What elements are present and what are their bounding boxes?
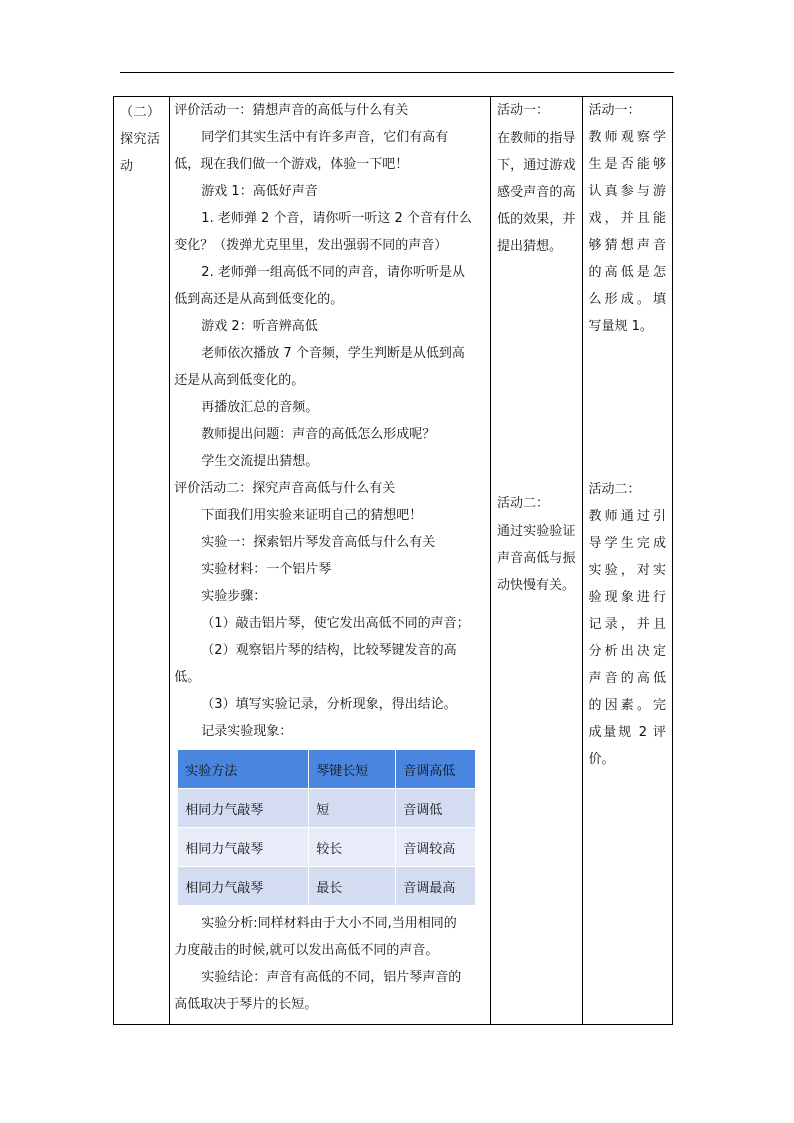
content-line: （3）填写实验记录，分析现象，得出结论。 xyxy=(201,697,457,712)
content-line: 低。 xyxy=(174,670,201,685)
content-line: 下面我们用实验来证明自己的猜想吧！ xyxy=(201,508,423,523)
content-line: 实验分析:同样材料由于大小不同,当用相同的 xyxy=(201,916,457,931)
record-cell: 相同力气敲琴 xyxy=(178,789,309,828)
teacher-activity-1-title: 活动一： xyxy=(588,103,641,118)
content-line: 评价活动一：猜想声音的高低与什么有关 xyxy=(174,103,409,118)
teacher-evaluation-cell xyxy=(582,97,673,1025)
record-cell: 相同力气敲琴 xyxy=(178,867,309,906)
content-line: （1）敲击铝片琴，使它发出高低不同的声音； xyxy=(201,616,470,631)
student-activity-1-title: 活动一： xyxy=(497,103,550,118)
record-cell: 音调最高 xyxy=(396,867,476,906)
record-header-cell: 实验方法 xyxy=(178,750,309,789)
record-row xyxy=(178,867,476,906)
record-header-cell: 琴键长短 xyxy=(309,750,396,789)
student-activity-cell xyxy=(491,97,582,1025)
record-cell: 较长 xyxy=(309,828,396,867)
student-activity-2-text: 通过实验验证声音高低与振动快慢有关。 xyxy=(497,524,576,593)
stage-label: （二）探究活动 xyxy=(120,105,161,174)
stage-cell xyxy=(114,97,170,1025)
content-line: 还是从高到低变化的。 xyxy=(174,373,305,388)
lesson-table xyxy=(113,96,673,1025)
content-line: 再播放汇总的音频。 xyxy=(201,400,319,415)
content-line: 学生交流提出猜想。 xyxy=(201,454,319,469)
record-header-row xyxy=(178,750,476,789)
teacher-activity-1-text: 教师观察学生是否能够认真参与游戏，并且能够猜想声音的高低是怎么形成。填写量规 1。 xyxy=(588,130,666,334)
content-line: 实验一：探索铝片琴发音高低与什么有关 xyxy=(201,535,436,550)
content-line: 2. 老师弹一组高低不同的声音，请你听听是从 xyxy=(201,265,465,280)
content-line: 实验材料：一个铝片琴 xyxy=(201,562,332,577)
content-line: 老师依次播放 7 个音频，学生判断是从低到高 xyxy=(201,346,465,361)
record-cell: 短 xyxy=(309,789,396,828)
record-row xyxy=(178,828,476,867)
content-line: 实验步骤： xyxy=(201,589,267,604)
teacher-activity-2-text: 教师通过引导学生完成实验，对实验现象进行记录，并且分析出决定声音的高低的因素。完成量规 2 评价。 xyxy=(588,509,666,767)
content-line: 评价活动二：探究声音高低与什么有关 xyxy=(174,481,396,496)
record-cell: 音调低 xyxy=(396,789,476,828)
record-cell: 音调较高 xyxy=(396,828,476,867)
content-line: 力度敲击的时候,就可以发出高低不同的声音。 xyxy=(174,943,439,958)
content-line: 游戏 1：高低好声音 xyxy=(201,184,318,199)
content-line: 变化？（拨弹尤克里里，发出强弱不同的声音） xyxy=(174,238,448,253)
content-line: 教师提出问题：声音的高低怎么形成呢？ xyxy=(201,427,436,442)
content-line: 游戏 2：听音辨高低 xyxy=(201,319,318,334)
student-activity-1-text: 在教师的指导下，通过游戏感受声音的高低的效果，并提出猜想。 xyxy=(497,131,576,254)
content-line: 实验结论：声音有高低的不同，铝片琴声音的 xyxy=(201,970,462,985)
student-activity-2-title: 活动二： xyxy=(497,496,550,511)
record-row xyxy=(178,789,476,828)
content-line: （2）观察铝片琴的结构，比较琴键发音的高 xyxy=(201,643,457,658)
content-line: 1. 老师弹 2 个音，请你听一听这 2 个音有什么 xyxy=(201,211,472,226)
content-line: 低，现在我们做一个游戏，体验一下吧！ xyxy=(174,157,409,172)
content-line: 高低取决于琴片的长短。 xyxy=(174,997,318,1012)
record-cell: 最长 xyxy=(309,867,396,906)
record-header-cell: 音调高低 xyxy=(396,750,476,789)
content-line: 同学们其实生活中有许多声音，它们有高有 xyxy=(201,130,449,145)
record-cell: 相同力气敲琴 xyxy=(178,828,309,867)
content-cell xyxy=(170,97,491,1025)
teacher-activity-2-title: 活动二： xyxy=(588,482,641,497)
record-table xyxy=(177,749,476,906)
content-line: 低到高还是从高到低变化的。 xyxy=(174,292,344,307)
content-line: 记录实验现象： xyxy=(201,724,293,739)
header-rule xyxy=(120,72,674,73)
